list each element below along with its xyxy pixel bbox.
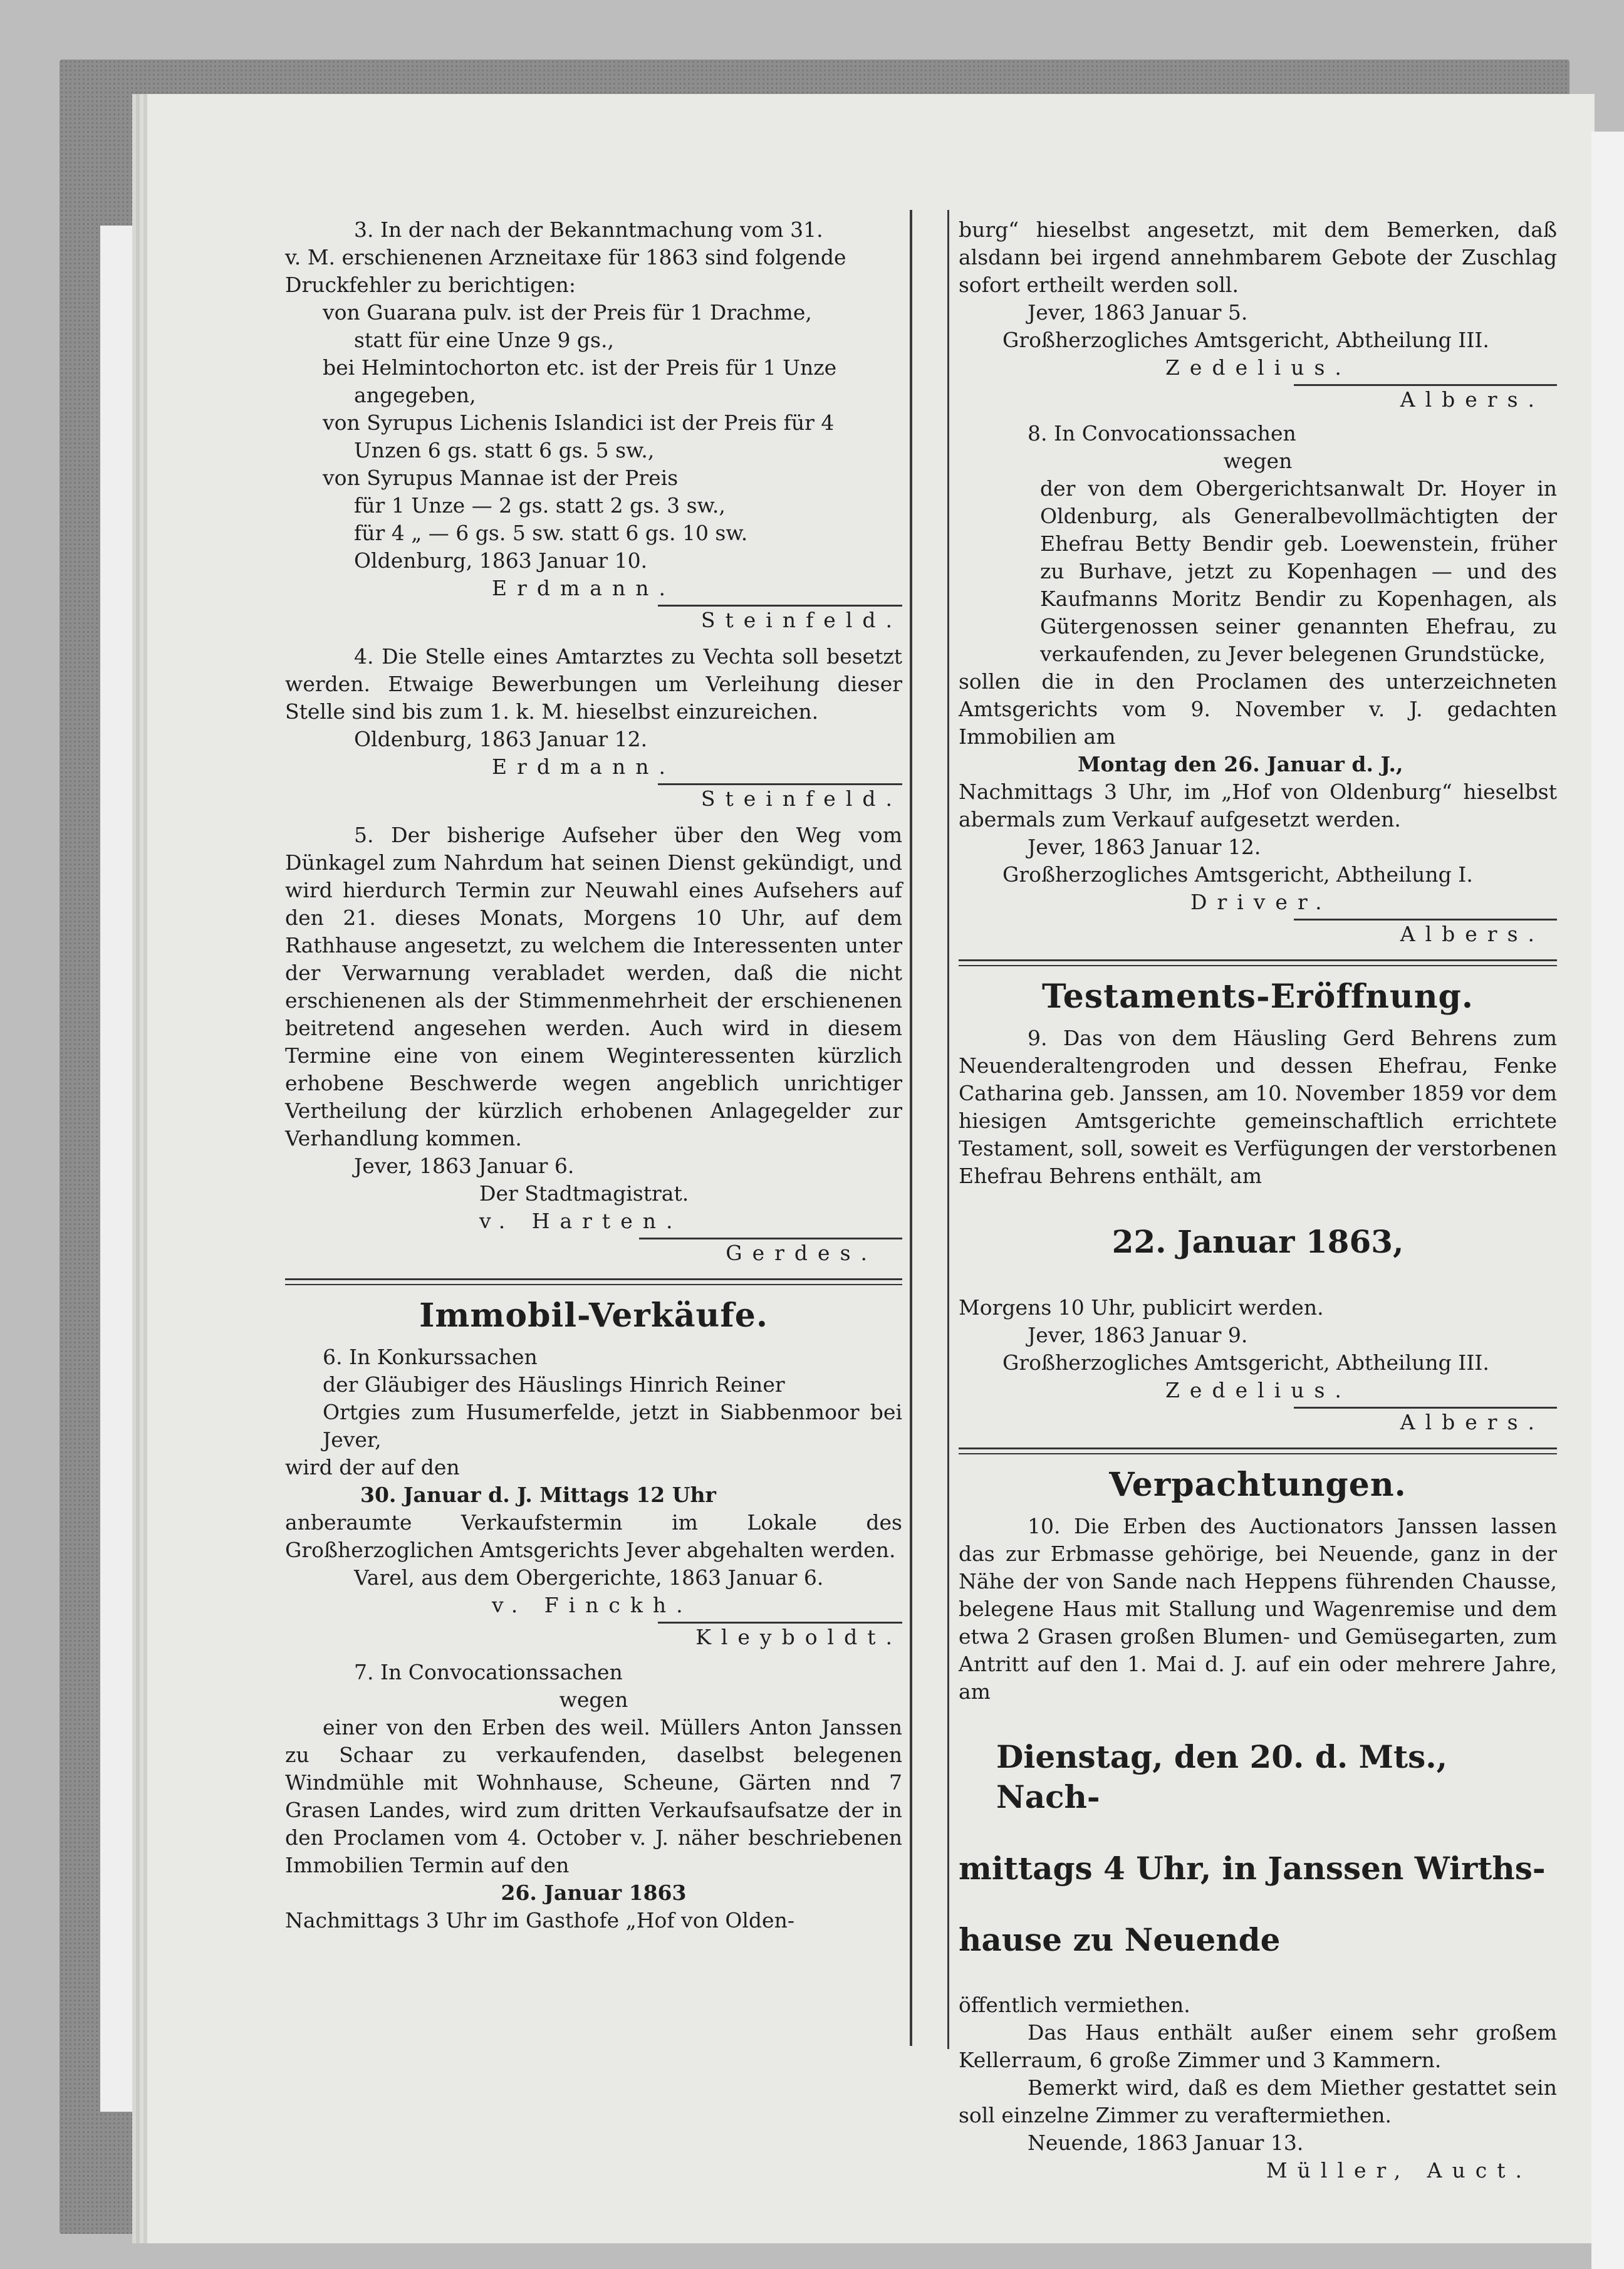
notice-6 — [285, 1343, 902, 1651]
notice-text: Morgens 10 Uhr, publicirt werden. — [959, 1295, 1324, 1320]
signature-secondary: Kleyboldt. — [695, 1625, 902, 1649]
notice-7-continued — [959, 216, 1557, 414]
signature-secondary: Steinfeld. — [700, 786, 902, 811]
notice-5 — [285, 822, 902, 1267]
notice-text: burg“ hieselbst angesetzt, mit dem Bemerken, daß alsdann bei irgend annehmbarem Gebote der Zuschlag sofort ertheilt werden soll. — [959, 217, 1557, 297]
date-line: 22. Januar 1863, — [1111, 1223, 1404, 1260]
notice-line: von Syrupus Lichenis Islandici ist der Preis für 4 — [323, 410, 835, 435]
notice-line: von Syrupus Mannae ist der Preis — [323, 466, 679, 490]
notice-line: angegeben, — [354, 383, 476, 407]
notice-line: wegen — [1223, 449, 1293, 473]
signature-primary: Zedelius. — [1165, 355, 1351, 380]
section-rule — [959, 959, 1557, 966]
section-rule — [959, 1447, 1557, 1454]
date-line: 30. Januar d. J. Mittags 12 Uhr — [360, 1483, 716, 1507]
signature-secondary: Steinfeld. — [700, 608, 902, 632]
notice-text: Nachmittags 3 Uhr, im „Hof von Oldenburg“ hieselbst abermals zum Verkauf aufgesetzt werden. — [959, 780, 1557, 832]
signature-primary: Zedelius. — [1165, 1378, 1351, 1402]
big-date-line: hause zu Neuende — [959, 1921, 1281, 1958]
notice-text: anberaumte Verkaufstermin im Lokale des Großherzoglichen Amtsgerichts Jever abgehalten werden. — [285, 1510, 902, 1562]
section-heading-verpachtungen: Verpachtungen. — [1109, 1466, 1407, 1504]
notice-line: 6. In Konkurssachen — [323, 1345, 538, 1369]
notice-line: Ortgies zum Husumerfelde, jetzt in Siabbenmoor bei Jever, — [323, 1400, 902, 1452]
notice-line: statt für eine Unze 9 gs., — [354, 328, 614, 352]
notice-7 — [285, 1659, 902, 1934]
section-rule — [285, 1278, 902, 1285]
notice-text: 10. Die Erben des Auctionators Janssen lassen das zur Erbmasse gehörige, bei Neuende, ganz in der Nähe der von Sande nach Heppens führenden Chausse, belegene Haus mit Stallung und Wagenremise und dem etwa 2 Grasen großen Blumen- und Gemüsegarten, zum Antritt auf den 1. Mai d. J. auf ein oder mehrere Jahre, am — [959, 1514, 1557, 1704]
column-divider — [910, 210, 912, 2046]
notice-text: 4. Die Stelle eines Amtarztes zu Vechta soll besetzt werden. Etwaige Bewerbungen um Verleihung dieser Stelle sind bis zum 1. k. M. hieselbst einzureichen. — [285, 644, 902, 724]
notice-text: 9. Das von dem Häusling Gerd Behrens zum Neuenderaltengroden und dessen Ehefrau, Fenke Catharina geb. Janssen, am 10. November 1859 vor dem hiesigen Amtsgerichte gemeinschaftlich errichtete Testament, soll, soweit es Verfügungen der verstorbenen Ehefrau Behrens enthält, am — [959, 1026, 1557, 1188]
signature-primary: Erdmann. — [492, 754, 675, 779]
authority: Großherzogliches Amtsgericht, Abtheilung III. — [1002, 328, 1489, 352]
signature-secondary: Albers. — [1400, 922, 1544, 946]
notice-line: der Gläubiger des Häuslings Hinrich Reiner — [323, 1372, 785, 1397]
authority: Großherzogliches Amtsgericht, Abtheilung I. — [1002, 862, 1473, 887]
notice-text: sollen die in den Proclamen des unterzeichneten Amtsgerichts vom 9. November v. J. gedachten Immobilien am — [959, 669, 1557, 749]
signature-secondary: Albers. — [1400, 1410, 1544, 1434]
date-line: 26. Januar 1863 — [501, 1880, 687, 1905]
column-divider-second — [947, 210, 949, 2049]
date-line: Montag den 26. Januar d. J., — [1078, 752, 1403, 776]
section-heading-immobil: Immobil-Verkäufe. — [419, 1296, 768, 1335]
signature-primary: Müller, Auct. — [1266, 2158, 1532, 2183]
authority: Großherzogliches Amtsgericht, Abtheilung III. — [1002, 1350, 1489, 1375]
notice-line: von Guarana pulv. ist der Preis für 1 Drachme, — [323, 300, 812, 325]
signature-primary: Erdmann. — [492, 576, 675, 600]
notice-line: 7. In Convocationssachen — [354, 1660, 623, 1684]
left-column — [285, 216, 902, 1934]
place-date: Oldenburg, 1863 Januar 12. — [354, 727, 648, 751]
notice-text: Das Haus enthält außer einem sehr großem Kellerraum, 6 große Zimmer und 3 Kammern. — [959, 2020, 1557, 2072]
right-column — [959, 216, 1557, 2184]
section-heading-testament: Testaments-Eröffnung. — [1042, 978, 1474, 1016]
notice-9 — [959, 1025, 1557, 1436]
notice-3 — [285, 216, 902, 634]
signature-secondary: Gerdes. — [726, 1241, 877, 1265]
notice-line: bei Helmintochorton etc. ist der Preis für 1 Unze — [323, 355, 837, 380]
signature-primary: v. Harten. — [479, 1209, 683, 1233]
notice-text: einer von den Erben des weil. Müllers Anton Janssen zu Schaar zu verkaufenden, daselbst belegenen Windmühle mit Wohnhause, Scheune, Gärten nnd 7 Grasen Landes, wird zum dritten Verkaufsaufsatze der in den Proclamen vom 4. October v. J. näher beschriebenen Immobilien Termin auf den — [285, 1715, 902, 1877]
notice-text: 5. Der bisherige Aufseher über den Weg vom Dünkagel zum Nahrdum hat seinen Dienst gekündigt, und wird hierdurch Termin zur Neuwahl eines Aufsehers auf den 21. dieses Monats, Morgens 10 Uhr, auf dem Rathhause angesetzt, zu welchem die Interessenten unter der Verwarnung verabladet werden, daß die nicht erschienenen als der Stimmenmehrheit der erschienenen beitretend angesehen werden. Auch wird in diesem Termine eine von einem Weginteressenten kürzlich erhobene Beschwerde wegen angeblich unrichtiger Vertheilung der kürzlich erhobenen Anlagegelder zur Verhandlung kommen. — [285, 823, 902, 1150]
authority: Der Stadtmagistrat. — [479, 1181, 689, 1206]
notice-4 — [285, 643, 902, 813]
notice-line: v. M. erschienenen Arzneitaxe für 1863 sind folgende — [285, 245, 846, 269]
place-date: Jever, 1863 Januar 6. — [354, 1154, 575, 1178]
signature-primary: v. Finckh. — [492, 1593, 693, 1617]
notice-line: Unzen 6 gs. statt 6 gs. 5 sw., — [354, 438, 655, 462]
place-date: Jever, 1863 Januar 9. — [1028, 1323, 1248, 1347]
big-date-line: Dienstag, den 20. d. Mts., Nach- — [996, 1738, 1448, 1815]
place-date: Jever, 1863 Januar 5. — [1028, 300, 1248, 325]
place-date: Jever, 1863 Januar 12. — [1028, 835, 1261, 859]
signature-secondary: Albers. — [1400, 387, 1544, 412]
notice-line: Druckfehler zu berichtigen: — [285, 273, 576, 297]
notice-text: Bemerkt wird, daß es dem Miether gestattet sein soll einzelne Zimmer zu veraftermiethen. — [959, 2075, 1557, 2127]
notice-line: wegen — [559, 1687, 628, 1712]
place-date: Oldenburg, 1863 Januar 10. — [354, 548, 648, 573]
facing-page-edge — [1591, 132, 1624, 2269]
notice-text: öffentlich vermiethen. — [959, 1993, 1190, 2017]
big-date-line: mittags 4 Uhr, in Janssen Wirths- — [959, 1850, 1546, 1887]
notice-line: 3. In der nach der Bekanntmachung vom 31. — [354, 217, 823, 242]
place-date: Neuende, 1863 Januar 13. — [1028, 2131, 1304, 2155]
notice-text: Nachmittags 3 Uhr im Gasthofe „Hof von Olden- — [285, 1908, 794, 1933]
notice-line: 8. In Convocationssachen — [1028, 421, 1296, 446]
notice-8 — [959, 420, 1557, 948]
signature-primary: Driver. — [1190, 890, 1332, 914]
notice-text: der von dem Obergerichtsanwalt Dr. Hoyer in Oldenburg, als Generalbevollmächtigten der Ehefrau Betty Bendir geb. Loewenstein, früher zu Burhave, jetzt zu Kopenhagen — und des Kaufmanns Moritz Bendir zu Kopenhagen, als Gütergenossen seiner genannten Ehefrau, zu verkaufenden, zu Jever belegenen Grundstücke, — [1040, 476, 1557, 666]
place-date: Varel, aus dem Obergerichte, 1863 Januar 6. — [354, 1565, 824, 1590]
notice-line: für 4 „ — 6 gs. 5 sw. statt 6 gs. 10 sw. — [354, 521, 748, 545]
notice-line: wird der auf den — [285, 1455, 460, 1479]
notice-10 — [959, 1513, 1557, 2184]
notice-line: für 1 Unze — 2 gs. statt 2 gs. 3 sw., — [354, 493, 726, 518]
